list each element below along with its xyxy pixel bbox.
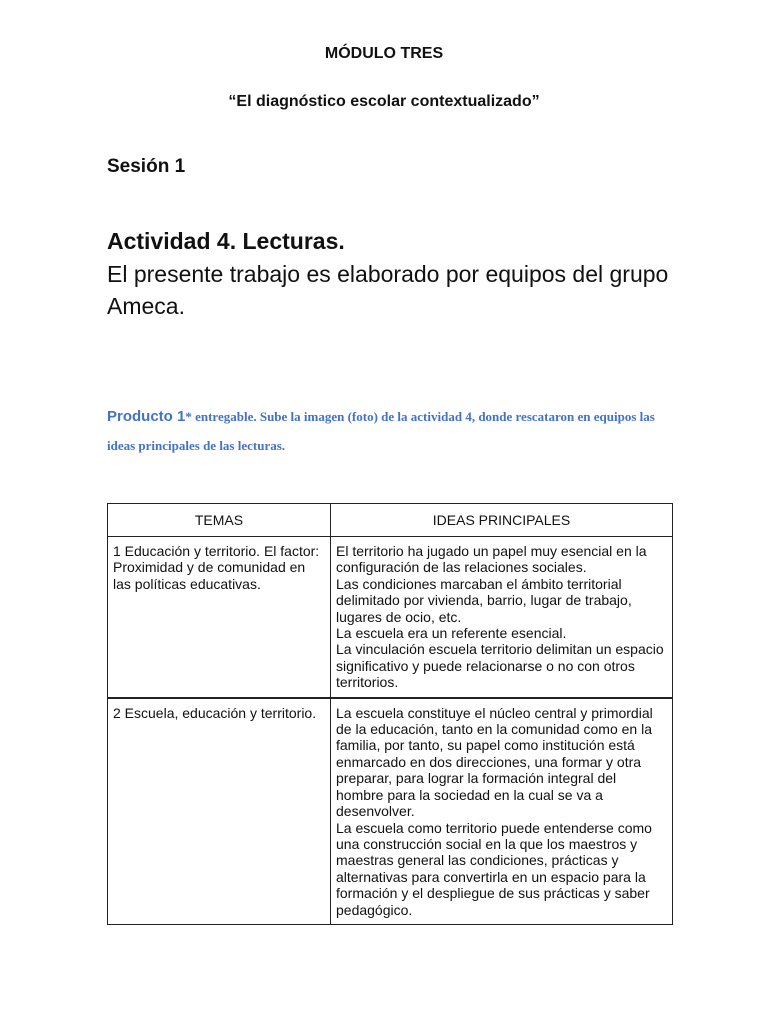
header-ideas: IDEAS PRINCIPALES <box>331 504 673 537</box>
idea-line: La escuela constituye el núcleo central y primordial de la educación, tanto en la comunidad como en la familia, por tanto, su papel como institución está enmarcado en dos direcciones, una formar y otra preparar, para lograr la formación integral del hombre para la sociedad en la cual se va a desenvolver. <box>336 704 653 820</box>
table-header-row <box>108 504 673 537</box>
idea-line: Las condiciones marcaban el ámbito territorial delimitado por vivienda, barrio, lugar de trabajo, lugares de ocio, etc. <box>336 575 632 625</box>
ideas-cell <box>331 537 673 698</box>
product-instructions <box>107 402 677 460</box>
tema-cell: 1 Educación y territorio. El factor: Proximidad y de comunidad en las políticas educativas. <box>108 537 331 698</box>
tema-cell: 2 Escuela, educación y territorio. <box>108 698 331 925</box>
product-label: Producto 1 <box>107 408 186 425</box>
idea-line: La escuela como territorio puede entenderse como una construcción social en la que los maestros y maestras general las condiciones, prácticas y alternativas para convertirla en un espacio para la formación y el despliegue de sus prácticas y saber pedagógico. <box>336 819 652 918</box>
activity-description: El presente trabajo es elaborado por equipos del grupo Ameca. <box>107 261 669 319</box>
table-row <box>108 698 673 925</box>
idea-line: El territorio ha jugado un papel muy esencial en la configuración de las relaciones sociales. <box>336 543 647 576</box>
header-temas: TEMAS <box>108 504 331 537</box>
activity-title: Actividad 4. Lecturas. <box>107 228 345 254</box>
product-text: * entregable. Sube la imagen (foto) de la actividad 4, donde rescataron en equipos las ideas principales de las lecturas. <box>107 409 655 453</box>
readings-table <box>107 503 673 925</box>
module-title: MÓDULO TRES <box>324 45 444 62</box>
module-subtitle: “El diagnóstico escolar contextualizado” <box>228 93 540 110</box>
idea-line: La vinculación escuela territorio delimitan un espacio significativo y puede relacionarse o no con otros territorios. <box>336 641 664 691</box>
table-row <box>108 537 673 698</box>
session-heading: Sesión 1 <box>107 156 186 177</box>
ideas-cell <box>331 698 673 925</box>
idea-line: La escuela era un referente esencial. <box>336 625 567 642</box>
